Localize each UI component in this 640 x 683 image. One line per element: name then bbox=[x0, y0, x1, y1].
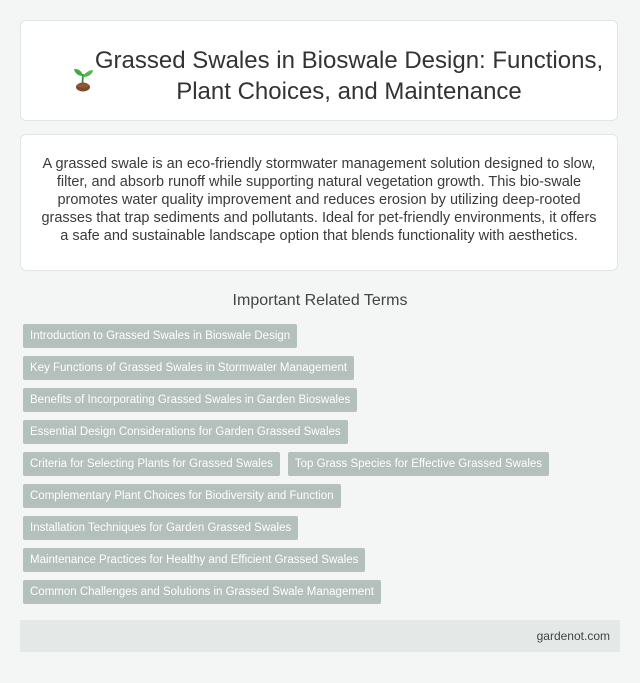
related-term-tag[interactable]: Common Challenges and Solutions in Grassed Swale Management bbox=[23, 580, 381, 604]
related-term-tag[interactable]: Complementary Plant Choices for Biodiversity and Function bbox=[23, 484, 341, 508]
footer bbox=[20, 620, 620, 652]
related-term-tag[interactable]: Essential Design Considerations for Garden Grassed Swales bbox=[23, 420, 348, 444]
related-term-tag[interactable]: Criteria for Selecting Plants for Grassed Swales bbox=[23, 452, 280, 476]
related-term-tag[interactable]: Introduction to Grassed Swales in Bioswale Design bbox=[23, 324, 297, 348]
page-title: Grassed Swales in Bioswale Design: Functions, Plant Choices, and Maintenance bbox=[94, 47, 604, 105]
footer-site-link[interactable]: gardenot.com bbox=[536, 629, 610, 643]
related-term-tag[interactable]: Top Grass Species for Effective Grassed Swales bbox=[288, 452, 549, 476]
description-text: A grassed swale is an eco-friendly stormwater management solution designed to slow, filter, and absorb runoff while supporting natural vegetation growth. This bio-swale promotes water quality improvement and reduces erosion by utilizing deep-rooted grasses that trap sediments and pollutants. Ideal for pet-friendly environments, it offers a safe and sustainable landscape option that blends functionality with aesthetics. bbox=[41, 156, 597, 244]
related-term-tag[interactable]: Key Functions of Grassed Swales in Stormwater Management bbox=[23, 356, 354, 380]
description-card bbox=[20, 134, 618, 271]
related-terms-list bbox=[23, 324, 583, 604]
related-term-tag[interactable]: Maintenance Practices for Healthy and Efficient Grassed Swales bbox=[23, 548, 365, 572]
title-card bbox=[20, 20, 618, 121]
related-terms-heading: Important Related Terms bbox=[232, 292, 408, 309]
related-term-tag[interactable]: Benefits of Incorporating Grassed Swales in Garden Bioswales bbox=[23, 388, 357, 412]
related-term-tag[interactable]: Installation Techniques for Garden Grassed Swales bbox=[23, 516, 298, 540]
